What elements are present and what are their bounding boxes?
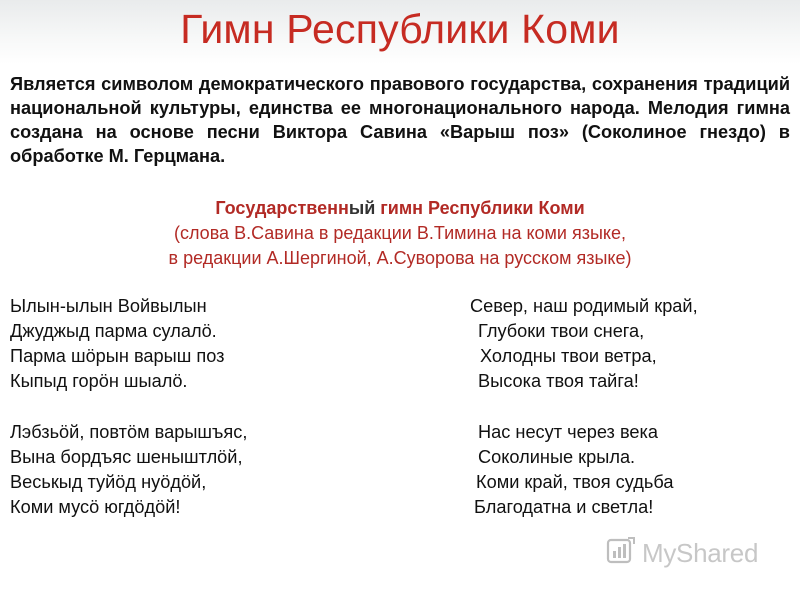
komi-stanza-1 [10,294,390,394]
anthem-heading [0,196,800,221]
anthem-header [0,196,800,271]
russian-line: Благодатна и светла! [474,497,654,517]
komi-line: Вына бордъяс шеныштлöй, [10,447,243,467]
komi-line: Коми мусö югдöдöй! [10,497,181,517]
intro-paragraph: Является символом демократического правового государства, сохранения традиций национальной культуры, единства ее многонационального народа. Мелодия гимна создана на основе песни Виктора Савина «Варыш поз» (Соколиное гнездо) в обработке М. Герцмана. [10,74,790,166]
komi-line: Парма шöрын варыш поз [10,346,225,366]
russian-lyrics-column [470,294,790,546]
komi-lyrics-column [10,294,390,546]
anthem-heading-part1: Государственн [215,198,349,218]
komi-stanza-2 [10,420,390,520]
russian-line: Соколиные крыла. [478,447,636,467]
watermark-text: MyShared [642,537,759,568]
myshared-watermark [606,535,766,571]
russian-line: Глубоки твои снега, [478,321,645,341]
russian-line: Высока твоя тайга! [478,371,639,391]
slide-title: Гимн Республики Коми [180,6,620,52]
komi-line: Кыпыд горöн шыалö. [10,371,188,391]
komi-line: Ылын-ылын Войвылын [10,296,207,316]
russian-line: Холодны твои ветра, [480,346,657,366]
komi-line: Веськыд туйöд нуöдöй, [10,472,207,492]
anthem-heading-part2: ый [348,198,376,218]
russian-line: Север, наш родимый край, [470,296,698,316]
komi-line: Джуджыд парма сулалö. [10,321,217,341]
anthem-subtitle-line1: (слова В.Савина в редакции В.Тимина на коми языке, [173,223,626,243]
russian-stanza-1 [470,294,790,394]
komi-line: Лэбзьöй, повтöм варышъяс, [10,422,248,442]
myshared-logo-icon [606,536,636,571]
russian-line: Нас несут через века [478,422,658,442]
anthem-subtitle-line2: в редакции А.Шергиной, А.Суворова на русском языке) [168,248,632,268]
anthem-heading-part3: гимн Республики Коми [375,198,585,218]
russian-stanza-2 [470,420,790,520]
russian-line: Коми край, твоя судьба [476,472,674,492]
